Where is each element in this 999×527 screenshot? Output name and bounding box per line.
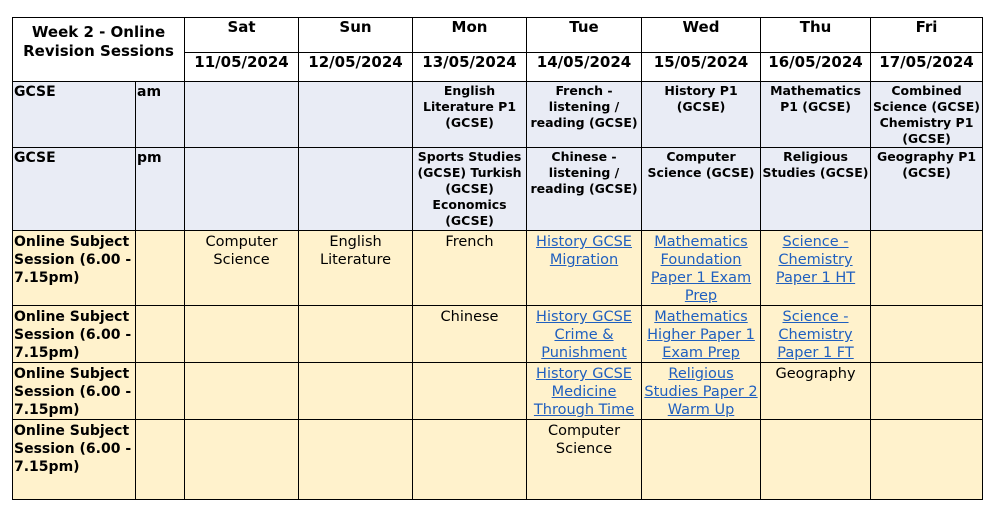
online-session-row [13,363,983,420]
session-cell [299,306,413,363]
day-date: 17/05/2024 [871,53,983,82]
session-cell [871,306,983,363]
day-date: 11/05/2024 [185,53,299,82]
day-name: Tue [527,18,642,53]
empty-cell [136,420,185,500]
session-link[interactable]: Science - Chemistry Paper 1 FT [777,309,854,361]
day-date: 15/05/2024 [642,53,761,82]
session-cell: Computer Science [527,420,642,500]
session-cell [413,420,527,500]
exam-cell: Mathematics P1 (GCSE) [761,82,871,148]
session-link[interactable]: Mathematics Higher Paper 1 Exam Prep [647,309,755,361]
revision-timetable [12,17,983,500]
empty-cell [136,231,185,306]
session-label: Online Subject Session (6.00 - 7.15pm) [13,231,136,306]
session-link[interactable]: History GCSE Crime & Punishment [536,309,632,361]
session-cell [185,363,299,420]
session-cell [642,420,761,500]
session-link[interactable]: History GCSE Medicine Through Time [533,366,635,418]
session-cell [871,363,983,420]
session-link[interactable]: Science - Chemistry Paper 1 HT [775,234,856,286]
session-cell [299,363,413,420]
session-cell [299,420,413,500]
empty-cell [136,306,185,363]
session-link[interactable]: History GCSE Migration [536,234,632,268]
exam-cell: Combined Science (GCSE) Chemistry P1 (GCSE) [871,82,983,148]
empty-cell [136,363,185,420]
timetable-title: Week 2 - Online Revision Sessions [13,18,185,82]
session-cell [642,231,761,306]
day-name: Sun [299,18,413,53]
gcse-pm-row [13,148,983,231]
session-cell [413,363,527,420]
session-cell [761,231,871,306]
session-cell [642,363,761,420]
exam-cell: History P1 (GCSE) [642,82,761,148]
session-cell [871,420,983,500]
period-label: am [136,82,185,148]
exam-cell [185,148,299,231]
gcse-am-row [13,82,983,148]
session-cell: Geography [761,363,871,420]
session-link[interactable]: Mathematics Foundation Paper 1 Exam Prep [650,234,752,304]
exam-cell: Religious Studies (GCSE) [761,148,871,231]
day-name: Sat [185,18,299,53]
session-cell: Chinese [413,306,527,363]
online-session-row [13,420,983,500]
row-label: GCSE [13,148,136,231]
exam-cell [185,82,299,148]
session-label: Online Subject Session (6.00 - 7.15pm) [13,420,136,500]
exam-cell: French - listening / reading (GCSE) [527,82,642,148]
exam-cell [299,82,413,148]
online-session-row [13,231,983,306]
exam-cell: Geography P1 (GCSE) [871,148,983,231]
exam-cell [299,148,413,231]
period-label: pm [136,148,185,231]
day-name: Wed [642,18,761,53]
day-date: 12/05/2024 [299,53,413,82]
day-date: 16/05/2024 [761,53,871,82]
day-name: Thu [761,18,871,53]
session-cell: French [413,231,527,306]
session-cell [527,306,642,363]
day-date: 14/05/2024 [527,53,642,82]
session-cell [185,306,299,363]
session-cell: English Literature [299,231,413,306]
session-cell [761,306,871,363]
exam-cell: Sports Studies (GCSE) Turkish (GCSE) Economics (GCSE) [413,148,527,231]
session-cell [527,231,642,306]
exam-cell: Computer Science (GCSE) [642,148,761,231]
day-name: Mon [413,18,527,53]
session-cell [527,363,642,420]
day-name-row [13,18,983,53]
exam-cell: English Literature P1 (GCSE) [413,82,527,148]
exam-cell: Chinese - listening / reading (GCSE) [527,148,642,231]
session-label: Online Subject Session (6.00 - 7.15pm) [13,363,136,420]
row-label: GCSE [13,82,136,148]
day-name: Fri [871,18,983,53]
day-date: 13/05/2024 [413,53,527,82]
session-cell [871,231,983,306]
session-cell: Computer Science [185,231,299,306]
session-cell [185,420,299,500]
online-session-row [13,306,983,363]
session-label: Online Subject Session (6.00 - 7.15pm) [13,306,136,363]
session-link[interactable]: Religious Studies Paper 2 Warm Up [644,366,758,418]
session-cell [642,306,761,363]
session-cell [761,420,871,500]
